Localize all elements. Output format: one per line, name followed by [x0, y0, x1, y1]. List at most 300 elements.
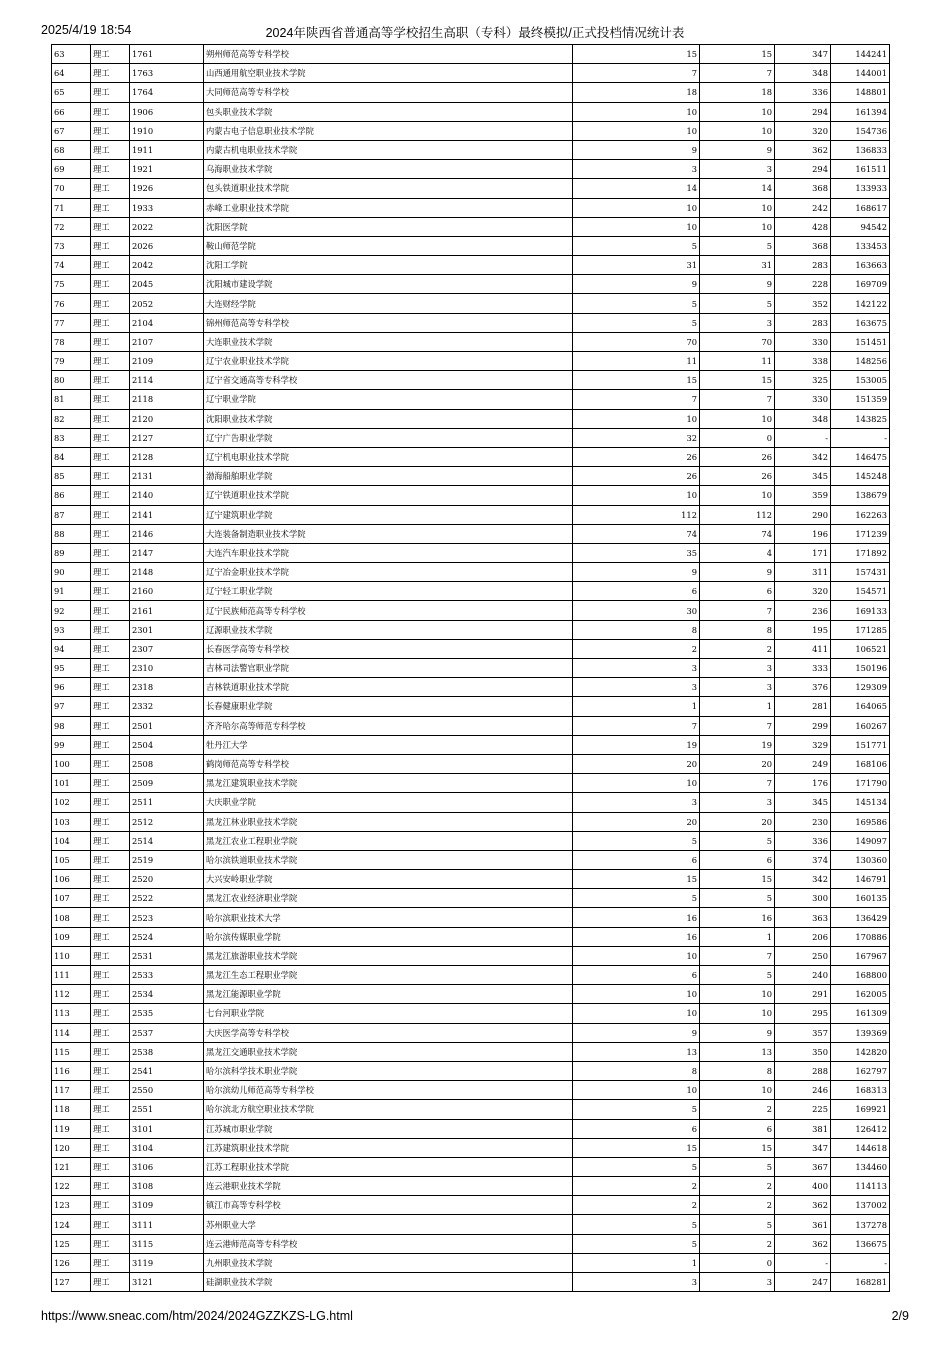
- min-rank-cell: 145248: [831, 467, 890, 486]
- min-rank-cell: -: [831, 1253, 890, 1272]
- admitted-count-cell: 6: [700, 582, 775, 601]
- admitted-count-cell: 1: [700, 697, 775, 716]
- min-score-cell: 291: [775, 985, 831, 1004]
- row-index-cell: 118: [52, 1100, 91, 1119]
- min-score-cell: 294: [775, 102, 831, 121]
- row-index-cell: 79: [52, 352, 91, 371]
- category-cell: 理工: [91, 409, 130, 428]
- min-rank-cell: 154571: [831, 582, 890, 601]
- table-row: [52, 620, 890, 639]
- print-datetime: 2025/4/19 18:54: [41, 23, 132, 37]
- admitted-count-cell: 9: [700, 275, 775, 294]
- category-cell: 理工: [91, 582, 130, 601]
- category-cell: 理工: [91, 793, 130, 812]
- min-score-cell: 228: [775, 275, 831, 294]
- school-code-cell: 2501: [130, 716, 204, 735]
- min-score-cell: 206: [775, 927, 831, 946]
- row-index-cell: 106: [52, 870, 91, 889]
- planned-count-cell: 10: [573, 946, 700, 965]
- category-cell: 理工: [91, 716, 130, 735]
- category-cell: 理工: [91, 447, 130, 466]
- min-rank-cell: 145134: [831, 793, 890, 812]
- admitted-count-cell: 19: [700, 735, 775, 754]
- min-score-cell: 362: [775, 140, 831, 159]
- school-code-cell: 2533: [130, 966, 204, 985]
- planned-count-cell: 15: [573, 870, 700, 889]
- school-code-cell: 2537: [130, 1023, 204, 1042]
- school-name-cell: 镇江市高等专科学校: [204, 1196, 573, 1215]
- min-rank-cell: 170886: [831, 927, 890, 946]
- school-code-cell: 1764: [130, 83, 204, 102]
- min-rank-cell: 169586: [831, 812, 890, 831]
- school-code-cell: 2514: [130, 831, 204, 850]
- category-cell: 理工: [91, 927, 130, 946]
- table-row: [52, 966, 890, 985]
- row-index-cell: 102: [52, 793, 91, 812]
- planned-count-cell: 70: [573, 332, 700, 351]
- min-score-cell: 176: [775, 774, 831, 793]
- min-score-cell: 347: [775, 1138, 831, 1157]
- row-index-cell: 112: [52, 985, 91, 1004]
- category-cell: 理工: [91, 1234, 130, 1253]
- school-name-cell: 沈阳工学院: [204, 256, 573, 275]
- category-cell: 理工: [91, 198, 130, 217]
- school-code-cell: 2114: [130, 371, 204, 390]
- table-row: [52, 735, 890, 754]
- min-rank-cell: 151359: [831, 390, 890, 409]
- school-name-cell: 沈阳医学院: [204, 217, 573, 236]
- category-cell: 理工: [91, 1004, 130, 1023]
- min-rank-cell: 160267: [831, 716, 890, 735]
- min-score-cell: 342: [775, 447, 831, 466]
- table-row: [52, 543, 890, 562]
- row-index-cell: 82: [52, 409, 91, 428]
- admitted-count-cell: 3: [700, 1273, 775, 1292]
- min-score-cell: 311: [775, 563, 831, 582]
- school-code-cell: 2524: [130, 927, 204, 946]
- category-cell: 理工: [91, 332, 130, 351]
- row-index-cell: 122: [52, 1177, 91, 1196]
- admitted-count-cell: 5: [700, 236, 775, 255]
- table-row: [52, 64, 890, 83]
- table-row: [52, 1273, 890, 1292]
- min-rank-cell: 168106: [831, 754, 890, 773]
- school-name-cell: 鹤岗师范高等专科学校: [204, 754, 573, 773]
- category-cell: 理工: [91, 1138, 130, 1157]
- planned-count-cell: 9: [573, 140, 700, 159]
- admitted-count-cell: 15: [700, 1138, 775, 1157]
- category-cell: 理工: [91, 1177, 130, 1196]
- category-cell: 理工: [91, 275, 130, 294]
- min-score-cell: 242: [775, 198, 831, 217]
- row-index-cell: 93: [52, 620, 91, 639]
- school-code-cell: 2042: [130, 256, 204, 275]
- school-code-cell: 2523: [130, 908, 204, 927]
- row-index-cell: 98: [52, 716, 91, 735]
- table-row: [52, 428, 890, 447]
- school-code-cell: 2147: [130, 543, 204, 562]
- admitted-count-cell: 8: [700, 620, 775, 639]
- min-rank-cell: 169133: [831, 601, 890, 620]
- school-code-cell: 1761: [130, 45, 204, 64]
- table-row: [52, 1177, 890, 1196]
- admitted-count-cell: 7: [700, 946, 775, 965]
- category-cell: 理工: [91, 467, 130, 486]
- row-index-cell: 85: [52, 467, 91, 486]
- min-score-cell: 336: [775, 83, 831, 102]
- category-cell: 理工: [91, 850, 130, 869]
- min-score-cell: 381: [775, 1119, 831, 1138]
- table-row: [52, 486, 890, 505]
- min-rank-cell: 162263: [831, 505, 890, 524]
- min-score-cell: 376: [775, 678, 831, 697]
- min-rank-cell: 144241: [831, 45, 890, 64]
- school-name-cell: 大连财经学院: [204, 294, 573, 313]
- min-score-cell: 367: [775, 1157, 831, 1176]
- school-code-cell: 2045: [130, 275, 204, 294]
- row-index-cell: 78: [52, 332, 91, 351]
- table-row: [52, 447, 890, 466]
- min-score-cell: 350: [775, 1042, 831, 1061]
- category-cell: 理工: [91, 294, 130, 313]
- row-index-cell: 116: [52, 1061, 91, 1080]
- school-name-cell: 乌海职业技术学院: [204, 160, 573, 179]
- planned-count-cell: 15: [573, 1138, 700, 1157]
- category-cell: 理工: [91, 946, 130, 965]
- school-name-cell: 山西通用航空职业技术学院: [204, 64, 573, 83]
- planned-count-cell: 26: [573, 447, 700, 466]
- admitted-count-cell: 10: [700, 102, 775, 121]
- school-name-cell: 黑龙江建筑职业技术学院: [204, 774, 573, 793]
- min-score-cell: 295: [775, 1004, 831, 1023]
- table-row: [52, 1157, 890, 1176]
- school-code-cell: 2318: [130, 678, 204, 697]
- table-row: [52, 754, 890, 773]
- row-index-cell: 64: [52, 64, 91, 83]
- school-code-cell: 2148: [130, 563, 204, 582]
- school-code-cell: 2512: [130, 812, 204, 831]
- school-name-cell: 哈尔滨科学技术职业学院: [204, 1061, 573, 1080]
- min-score-cell: 357: [775, 1023, 831, 1042]
- planned-count-cell: 15: [573, 371, 700, 390]
- table-row: [52, 371, 890, 390]
- min-score-cell: 225: [775, 1100, 831, 1119]
- min-score-cell: -: [775, 428, 831, 447]
- admitted-count-cell: 7: [700, 390, 775, 409]
- table-row: [52, 774, 890, 793]
- planned-count-cell: 10: [573, 486, 700, 505]
- row-index-cell: 100: [52, 754, 91, 773]
- min-rank-cell: 168800: [831, 966, 890, 985]
- planned-count-cell: 7: [573, 716, 700, 735]
- school-code-cell: 1911: [130, 140, 204, 159]
- category-cell: 理工: [91, 563, 130, 582]
- min-score-cell: 352: [775, 294, 831, 313]
- school-name-cell: 辽宁机电职业技术学院: [204, 447, 573, 466]
- row-index-cell: 103: [52, 812, 91, 831]
- category-cell: 理工: [91, 45, 130, 64]
- school-name-cell: 辽源职业技术学院: [204, 620, 573, 639]
- school-name-cell: 大兴安岭职业学院: [204, 870, 573, 889]
- admitted-count-cell: 26: [700, 447, 775, 466]
- table-row: [52, 793, 890, 812]
- table-row: [52, 1119, 890, 1138]
- admitted-count-cell: 70: [700, 332, 775, 351]
- category-cell: 理工: [91, 870, 130, 889]
- table-row: [52, 467, 890, 486]
- row-index-cell: 117: [52, 1081, 91, 1100]
- table-row: [52, 1061, 890, 1080]
- min-score-cell: 294: [775, 160, 831, 179]
- category-cell: 理工: [91, 831, 130, 850]
- row-index-cell: 88: [52, 524, 91, 543]
- min-rank-cell: 126412: [831, 1119, 890, 1138]
- planned-count-cell: 19: [573, 735, 700, 754]
- min-rank-cell: 164065: [831, 697, 890, 716]
- row-index-cell: 86: [52, 486, 91, 505]
- min-score-cell: 400: [775, 1177, 831, 1196]
- min-rank-cell: 106521: [831, 639, 890, 658]
- min-rank-cell: 148801: [831, 83, 890, 102]
- row-index-cell: 84: [52, 447, 91, 466]
- min-score-cell: 325: [775, 371, 831, 390]
- row-index-cell: 96: [52, 678, 91, 697]
- min-score-cell: 359: [775, 486, 831, 505]
- min-score-cell: 362: [775, 1196, 831, 1215]
- planned-count-cell: 74: [573, 524, 700, 543]
- min-rank-cell: 148256: [831, 352, 890, 371]
- min-rank-cell: -: [831, 428, 890, 447]
- school-code-cell: 2160: [130, 582, 204, 601]
- category-cell: 理工: [91, 812, 130, 831]
- min-rank-cell: 154736: [831, 121, 890, 140]
- category-cell: 理工: [91, 121, 130, 140]
- min-score-cell: 345: [775, 793, 831, 812]
- min-score-cell: 230: [775, 812, 831, 831]
- admitted-count-cell: 13: [700, 1042, 775, 1061]
- table-row: [52, 908, 890, 927]
- planned-count-cell: 3: [573, 1273, 700, 1292]
- table-row: [52, 812, 890, 831]
- table-row: [52, 985, 890, 1004]
- table-row: [52, 697, 890, 716]
- table-row: [52, 275, 890, 294]
- admitted-count-cell: 7: [700, 601, 775, 620]
- school-code-cell: 2520: [130, 870, 204, 889]
- min-rank-cell: 137278: [831, 1215, 890, 1234]
- school-name-cell: 黑龙江农业经济职业学院: [204, 889, 573, 908]
- planned-count-cell: 5: [573, 1100, 700, 1119]
- row-index-cell: 90: [52, 563, 91, 582]
- admitted-count-cell: 10: [700, 217, 775, 236]
- planned-count-cell: 9: [573, 563, 700, 582]
- min-score-cell: 363: [775, 908, 831, 927]
- row-index-cell: 97: [52, 697, 91, 716]
- table-row: [52, 1138, 890, 1157]
- table-row: [52, 256, 890, 275]
- school-name-cell: 辽宁冶金职业技术学院: [204, 563, 573, 582]
- school-name-cell: 鞍山师范学院: [204, 236, 573, 255]
- table-row: [52, 1004, 890, 1023]
- row-index-cell: 71: [52, 198, 91, 217]
- min-rank-cell: 142122: [831, 294, 890, 313]
- school-name-cell: 辽宁广告职业学院: [204, 428, 573, 447]
- school-code-cell: 3111: [130, 1215, 204, 1234]
- school-name-cell: 赤峰工业职业技术学院: [204, 198, 573, 217]
- table-row: [52, 313, 890, 332]
- school-code-cell: 2120: [130, 409, 204, 428]
- min-rank-cell: 151451: [831, 332, 890, 351]
- min-rank-cell: 161511: [831, 160, 890, 179]
- category-cell: 理工: [91, 390, 130, 409]
- table-row: [52, 390, 890, 409]
- min-rank-cell: 169921: [831, 1100, 890, 1119]
- min-rank-cell: 161394: [831, 102, 890, 121]
- school-name-cell: 包头职业技术学院: [204, 102, 573, 121]
- table-row: [52, 160, 890, 179]
- row-index-cell: 126: [52, 1253, 91, 1272]
- table-row: [52, 1234, 890, 1253]
- category-cell: 理工: [91, 505, 130, 524]
- row-index-cell: 109: [52, 927, 91, 946]
- admitted-count-cell: 10: [700, 198, 775, 217]
- table-row: [52, 927, 890, 946]
- admitted-count-cell: 1: [700, 927, 775, 946]
- min-score-cell: 246: [775, 1081, 831, 1100]
- admitted-count-cell: 5: [700, 889, 775, 908]
- admitted-count-cell: 5: [700, 1157, 775, 1176]
- planned-count-cell: 6: [573, 582, 700, 601]
- planned-count-cell: 5: [573, 294, 700, 313]
- school-name-cell: 大连汽车职业技术学院: [204, 543, 573, 562]
- category-cell: 理工: [91, 313, 130, 332]
- admitted-count-cell: 2: [700, 1234, 775, 1253]
- school-code-cell: 2104: [130, 313, 204, 332]
- min-rank-cell: 161309: [831, 1004, 890, 1023]
- admitted-count-cell: 31: [700, 256, 775, 275]
- school-code-cell: 2052: [130, 294, 204, 313]
- school-name-cell: 大连职业技术学院: [204, 332, 573, 351]
- min-rank-cell: 129309: [831, 678, 890, 697]
- school-name-cell: 黑龙江生态工程职业学院: [204, 966, 573, 985]
- category-cell: 理工: [91, 543, 130, 562]
- school-name-cell: 黑龙江林业职业技术学院: [204, 812, 573, 831]
- planned-count-cell: 13: [573, 1042, 700, 1061]
- planned-count-cell: 7: [573, 64, 700, 83]
- planned-count-cell: 5: [573, 889, 700, 908]
- page-header: [0, 23, 950, 41]
- min-rank-cell: 142820: [831, 1042, 890, 1061]
- planned-count-cell: 10: [573, 774, 700, 793]
- school-code-cell: 1921: [130, 160, 204, 179]
- category-cell: 理工: [91, 1273, 130, 1292]
- admitted-count-cell: 2: [700, 1100, 775, 1119]
- admitted-count-cell: 10: [700, 1004, 775, 1023]
- school-code-cell: 3121: [130, 1273, 204, 1292]
- school-code-cell: 2131: [130, 467, 204, 486]
- school-code-cell: 2026: [130, 236, 204, 255]
- school-name-cell: 沈阳城市建设学院: [204, 275, 573, 294]
- planned-count-cell: 9: [573, 1023, 700, 1042]
- min-rank-cell: 136833: [831, 140, 890, 159]
- table-row: [52, 678, 890, 697]
- planned-count-cell: 1: [573, 1253, 700, 1272]
- min-score-cell: 250: [775, 946, 831, 965]
- school-code-cell: 3109: [130, 1196, 204, 1215]
- min-rank-cell: 168617: [831, 198, 890, 217]
- row-index-cell: 113: [52, 1004, 91, 1023]
- row-index-cell: 108: [52, 908, 91, 927]
- admitted-count-cell: 4: [700, 543, 775, 562]
- planned-count-cell: 5: [573, 236, 700, 255]
- planned-count-cell: 20: [573, 754, 700, 773]
- table-row: [52, 1100, 890, 1119]
- table-row: [52, 179, 890, 198]
- planned-count-cell: 3: [573, 160, 700, 179]
- admitted-count-cell: 3: [700, 678, 775, 697]
- planned-count-cell: 3: [573, 678, 700, 697]
- category-cell: 理工: [91, 1215, 130, 1234]
- school-code-cell: 2161: [130, 601, 204, 620]
- admitted-count-cell: 7: [700, 64, 775, 83]
- min-rank-cell: 144001: [831, 64, 890, 83]
- admitted-count-cell: 112: [700, 505, 775, 524]
- min-score-cell: 336: [775, 831, 831, 850]
- school-code-cell: 2538: [130, 1042, 204, 1061]
- planned-count-cell: 2: [573, 1177, 700, 1196]
- table-row: [52, 889, 890, 908]
- min-rank-cell: 162797: [831, 1061, 890, 1080]
- category-cell: 理工: [91, 179, 130, 198]
- row-index-cell: 105: [52, 850, 91, 869]
- school-code-cell: 1906: [130, 102, 204, 121]
- row-index-cell: 69: [52, 160, 91, 179]
- table-row: [52, 582, 890, 601]
- row-index-cell: 101: [52, 774, 91, 793]
- row-index-cell: 80: [52, 371, 91, 390]
- min-rank-cell: 94542: [831, 217, 890, 236]
- min-rank-cell: 138679: [831, 486, 890, 505]
- school-code-cell: 2531: [130, 946, 204, 965]
- min-score-cell: 362: [775, 1234, 831, 1253]
- table-row: [52, 601, 890, 620]
- min-score-cell: 338: [775, 352, 831, 371]
- table-row: [52, 1042, 890, 1061]
- school-code-cell: 2109: [130, 352, 204, 371]
- planned-count-cell: 10: [573, 1081, 700, 1100]
- school-code-cell: 2550: [130, 1081, 204, 1100]
- admitted-count-cell: 9: [700, 140, 775, 159]
- table-row: [52, 831, 890, 850]
- school-name-cell: 内蒙古电子信息职业技术学院: [204, 121, 573, 140]
- planned-count-cell: 18: [573, 83, 700, 102]
- min-score-cell: 361: [775, 1215, 831, 1234]
- category-cell: 理工: [91, 1119, 130, 1138]
- school-name-cell: 江苏建筑职业技术学院: [204, 1138, 573, 1157]
- school-code-cell: 3108: [130, 1177, 204, 1196]
- admitted-count-cell: 5: [700, 294, 775, 313]
- school-name-cell: 江苏城市职业学院: [204, 1119, 573, 1138]
- school-code-cell: 2141: [130, 505, 204, 524]
- row-index-cell: 91: [52, 582, 91, 601]
- min-score-cell: 411: [775, 639, 831, 658]
- school-name-cell: 连云港职业技术学院: [204, 1177, 573, 1196]
- school-name-cell: 哈尔滨传媒职业学院: [204, 927, 573, 946]
- admitted-count-cell: 15: [700, 371, 775, 390]
- admitted-count-cell: 5: [700, 1215, 775, 1234]
- admitted-count-cell: 0: [700, 428, 775, 447]
- planned-count-cell: 5: [573, 1215, 700, 1234]
